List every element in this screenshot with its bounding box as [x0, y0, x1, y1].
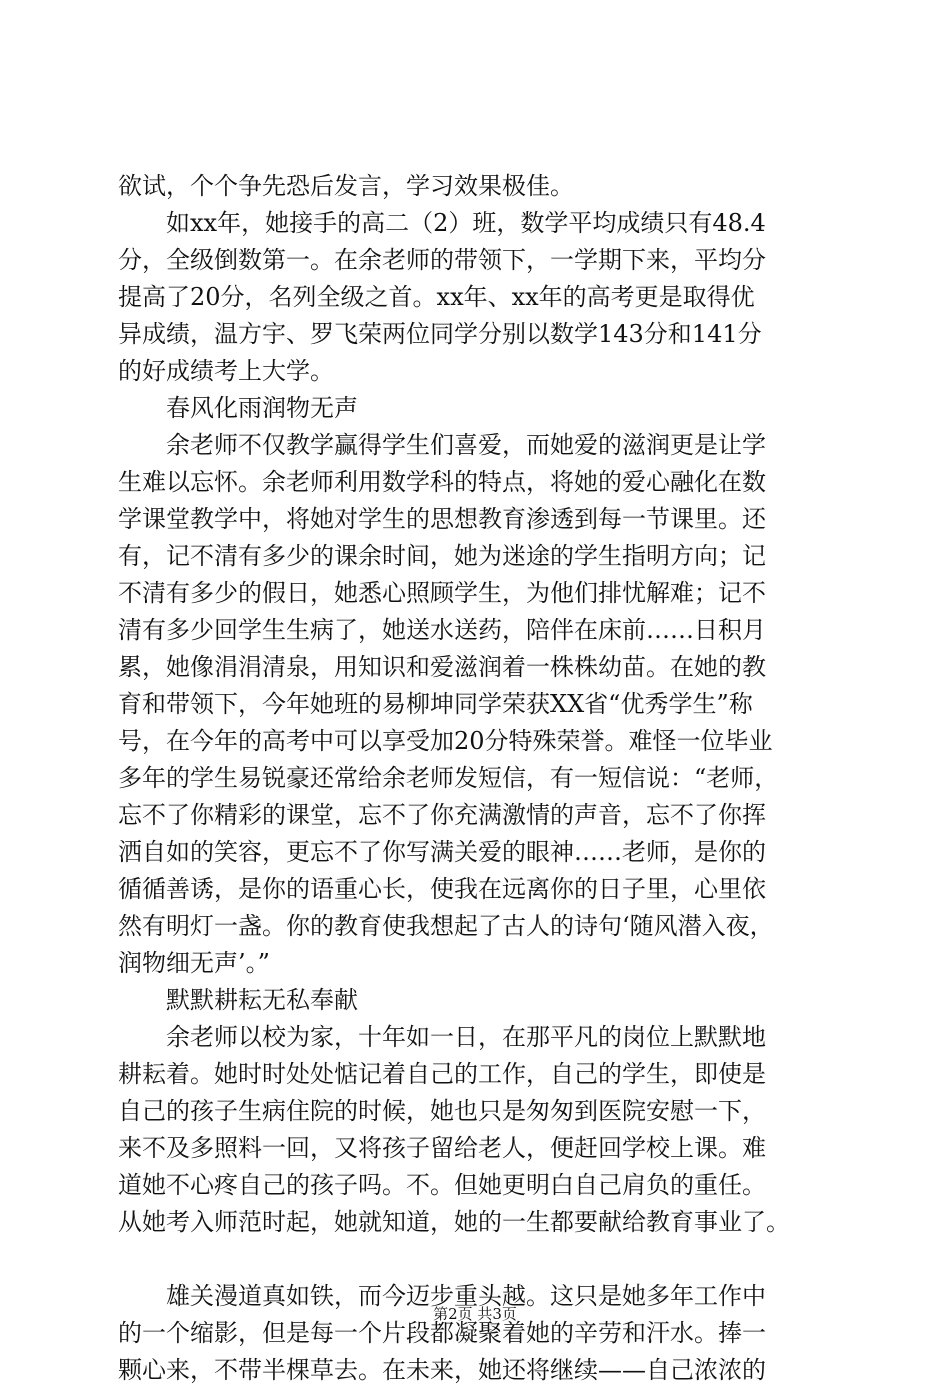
- text-line: 学课堂教学中，将她对学生的思想教育渗透到每一节课里。还: [118, 505, 766, 533]
- text-line: 耕耘着。她时时处处惦记着自己的工作，自己的学生，即使是: [118, 1060, 766, 1088]
- text-line: 号，在今年的高考中可以享受加20分特殊荣誉。难怪一位毕业: [118, 727, 773, 755]
- text-line: 循循善诱，是你的语重心长，使我在远离你的日子里，心里依: [118, 875, 766, 903]
- text-line: 清有多少回学生生病了，她送水送药，陪伴在床前……日积月: [118, 616, 766, 644]
- text-line: 润物细无声’。”: [118, 949, 270, 977]
- text-line: 欲试，个个争先恐后发言，学习效果极佳。: [118, 172, 574, 200]
- text-line: 的好成绩考上大学。: [118, 357, 334, 385]
- paragraph-start-line: 余老师以校为家，十年如一日，在那平凡的岗位上默默地: [166, 1023, 766, 1051]
- text-line: 从她考入师范时起，她就知道，她的一生都要献给教育事业了。: [118, 1208, 790, 1236]
- text-line: 自己的孩子生病住院的时候，她也只是匆匆到医院安慰一下，: [118, 1097, 766, 1125]
- section-heading: 春风化雨润物无声: [166, 394, 358, 422]
- text-line: 然有明灯一盏。你的教育使我想起了古人的诗句‘随风潜入夜，: [118, 912, 774, 940]
- text-line: 生难以忘怀。余老师利用数学科的特点，将她的爱心融化在数: [118, 468, 766, 496]
- text-line: 来不及多照料一回，又将孩子留给老人，便赶回学校上课。难: [118, 1134, 766, 1162]
- document-body: [118, 168, 838, 1389]
- paragraph-start-line: 雄关漫道真如铁，而今迈步重头越。这只是她多年工作中: [166, 1282, 766, 1310]
- text-line: 有，记不清有多少的课余时间，她为迷途的学生指明方向；记: [118, 542, 766, 570]
- section-heading: 默默耕耘无私奉献: [166, 986, 358, 1014]
- page-number-footer: 第2页 共3页: [433, 1305, 517, 1323]
- text-line: 洒自如的笑容，更忘不了你写满关爱的眼神……老师，是你的: [118, 838, 766, 866]
- paragraph-start-line: 如xx年，她接手的高二（2）班，数学平均成绩只有48.4: [166, 209, 766, 237]
- text-line: 的一个缩影，但是每一个片段都凝聚着她的辛劳和汗水。捧一: [118, 1319, 766, 1347]
- text-line: 颗心来，不带半棵草去。在未来，她还将继续——自己浓浓的: [118, 1356, 766, 1384]
- paragraph-gap: [118, 1241, 838, 1278]
- text-line: 多年的学生易锐豪还常给余老师发短信，有一短信说：“老师，: [118, 764, 779, 792]
- text-line: 分，全级倒数第一。在余老师的带领下，一学期下来，平均分: [118, 246, 766, 274]
- text-line: 忘不了你精彩的课堂，忘不了你充满激情的声音，忘不了你挥: [118, 801, 766, 829]
- paragraph-start-line: 余老师不仅教学赢得学生们喜爱，而她爱的滋润更是让学: [166, 431, 766, 459]
- text-line: 不清有多少的假日，她悉心照顾学生，为他们排忧解难；记不: [118, 579, 766, 607]
- text-line: 累，她像涓涓清泉，用知识和爱滋润着一株株幼苗。在她的教: [118, 653, 766, 681]
- text-line: 道她不心疼自己的孩子吗。不。但她更明白自己肩负的重任。: [118, 1171, 766, 1199]
- text-line: 提高了20分，名列全级之首。xx年、xx年的高考更是取得优: [118, 283, 755, 311]
- text-line: 育和带领下，今年她班的易柳坤同学荣获XX省“优秀学生”称: [118, 690, 753, 718]
- text-line: 异成绩，温方宇、罗飞荣两位同学分别以数学143分和141分: [118, 320, 762, 348]
